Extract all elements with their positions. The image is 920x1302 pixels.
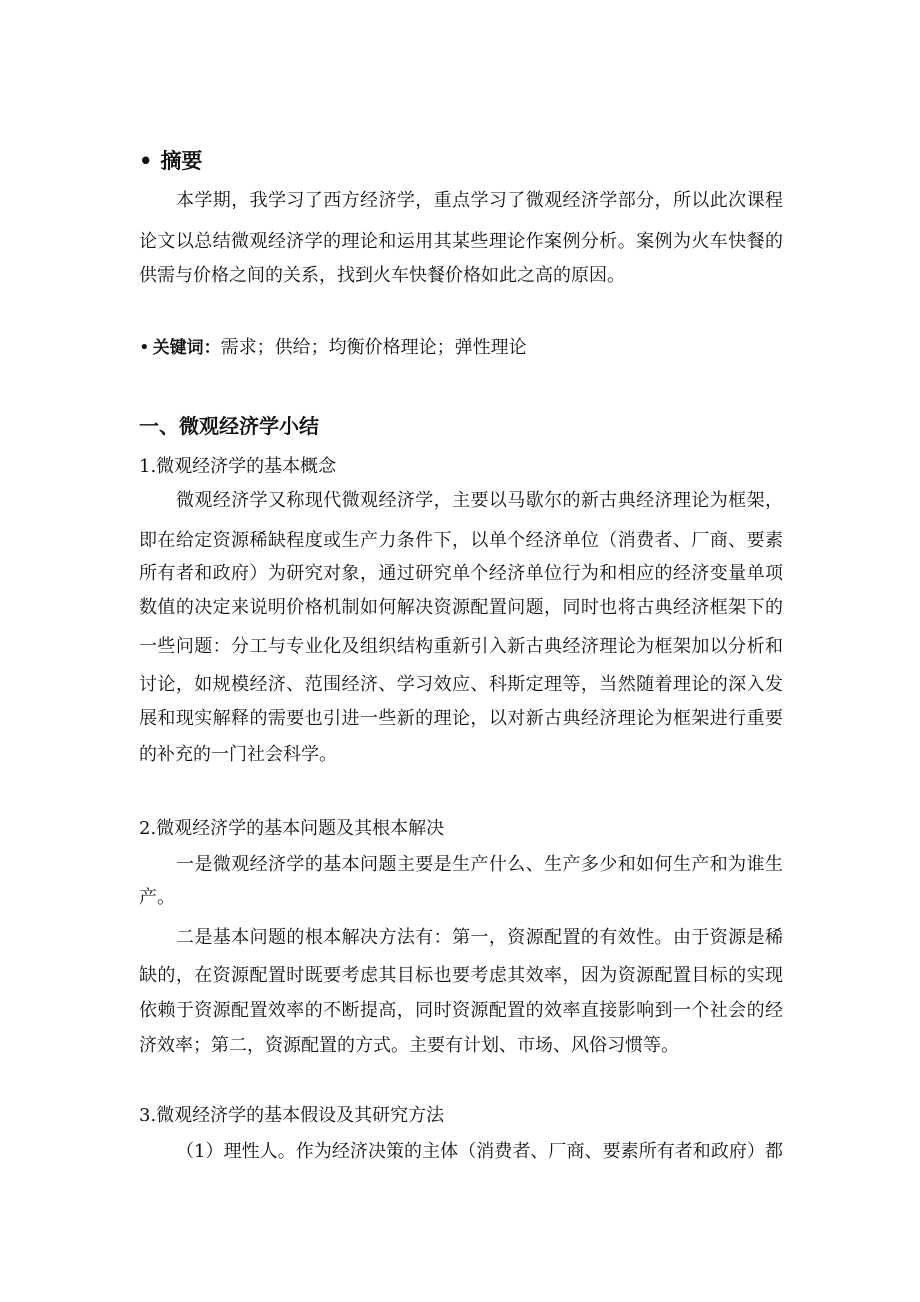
paragraph-line: 济效率；第二，资源配置的方式。主要有计划、市场、风俗习惯等。 [139, 1035, 679, 1056]
bullet-icon: • [139, 337, 150, 358]
paragraph-line: 一是微观经济学的基本问题主要是生产什么、生产多少和如何生产和为谁生 [176, 854, 783, 875]
subsection-heading: 1.微观经济学的基本概念 [139, 456, 337, 477]
abstract-title: 摘要 [160, 149, 203, 173]
keywords-text: 需求；供给；均衡价格理论；弹性理论 [220, 337, 527, 358]
paragraph-line: （1）理性人。作为经济决策的主体（消费者、厂商、要素所有者和政府）都 [176, 1141, 783, 1162]
paragraph-line: 所有者和政府）为研究对象，通过研究单个经济单位行为和相应的经济变量单项 [139, 563, 783, 584]
paragraph-line: 即在给定资源稀缺程度或生产力条件下，以单个经济单位（消费者、厂商、要素 [139, 530, 783, 551]
paragraph-line: 缺的，在资源配置时既要考虑其目标也要考虑其效率，因为资源配置目标的实现 [139, 965, 783, 986]
paragraph-line: 微观经济学又称现代微观经济学，主要以马歇尔的新古典经济理论为框架， [176, 490, 783, 511]
subsection-heading: 2.微观经济学的基本问题及其根本解决 [139, 818, 445, 839]
bullet-icon: • [139, 149, 153, 173]
paragraph-line: 依赖于资源配置效率的不断提高，同时资源配置的效率直接影响到一个社会的经 [139, 1000, 783, 1021]
keywords-label: 关键词： [152, 338, 221, 358]
section-heading: 一、微观经济学小结 [139, 414, 319, 438]
subsection-heading: 3.微观经济学的基本假设及其研究方法 [139, 1105, 445, 1126]
paragraph-line: 展和现实解释的需要也引进一些新的理论，以对新古典经济理论为框架进行重要 [139, 708, 783, 729]
paragraph-line: 产。 [139, 887, 175, 908]
abstract-line: 论文以总结微观经济学的理论和运用其某些理论作案例分析。案例为火车快餐的 [139, 231, 783, 252]
abstract-line: 本学期，我学习了西方经济学，重点学习了微观经济学部分，所以此次课程 [176, 190, 783, 211]
paragraph-line: 讨论，如规模经济、范围经济、学习效应、科斯定理等，当然随着理论的深入发 [139, 674, 783, 695]
paragraph-line: 一些问题：分工与专业化及组织结构重新引入新古典经济理论为框架加以分析和 [139, 636, 783, 657]
abstract-line: 供需与价格之间的关系，找到火车快餐价格如此之高的原因。 [139, 265, 625, 286]
keywords [139, 336, 527, 360]
abstract-heading [139, 147, 202, 175]
paragraph-line: 二是基本问题的根本解决方法有：第一，资源配置的有效性。由于资源是稀 [176, 927, 783, 948]
paragraph-line: 数值的决定来说明价格机制如何解决资源配置问题，同时也将古典经济框架下的 [139, 597, 783, 618]
paragraph-line: 的补充的一门社会科学。 [139, 744, 337, 765]
